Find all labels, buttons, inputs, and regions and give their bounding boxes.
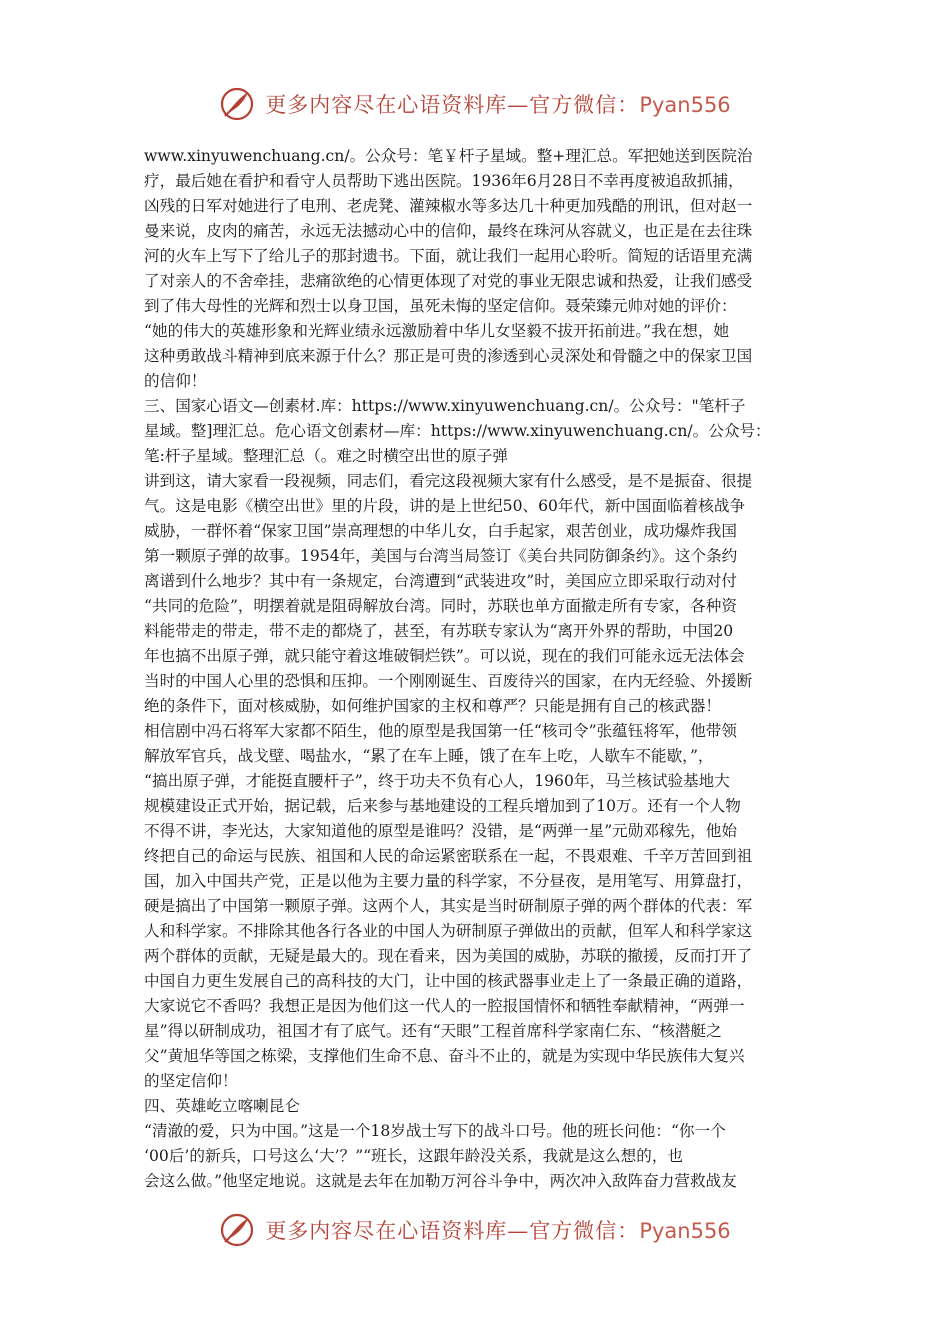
text-line: 河的火车上写下了给儿子的那封遗书。下面，就让我们一起用心聆听。简短的话语里充满 [144,247,753,265]
text-line: 笔:杆子星域。整理汇总（。难之时横空出世的原子弹 [144,447,508,465]
text-line: 曼来说，皮肉的痛苦，永远无法撼动心中的信仰，最终在珠河从容就义，也正是在去往珠 [144,222,753,240]
text-line: 解放军官兵，战戈壁、喝盐水，“累了在车上睡，饿了在车上吃，人歇车不能歇，”， [144,747,714,765]
text-line: 三、国家心语文—创素材.库：https://www.xinyuwenchuang.cn/。公众号："笔杆子 [144,397,746,415]
text-line: “共同的危险”，明摆着就是阻碍解放台湾。同时，苏联也单方面撤走所有专家，各种资 [144,597,737,615]
text-line: 终把自己的命运与民族、祖国和人民的命运紧密联系在一起，不畏艰难、千辛万苦回到祖 [144,847,753,865]
text-line: 了对亲人的不舍牵挂，悲痛欲绝的心情更体现了对党的事业无限忠诚和热爱，让我们感受 [144,272,753,290]
text-line: 疗，最后她在看护和看守人员帮助下逃出医院。1936年6月28日不幸再度被追敌抓捕， [144,172,744,190]
text-line: 的坚定信仰！ [144,1072,238,1090]
footer-wechat-id: Pyan556 [639,1219,731,1243]
document-body [144,144,809,1194]
text-line: 离谱到什么地步？其中有一条规定，台湾遭到“武装进攻”时，美国应立即采取行动对付 [144,572,737,590]
text-line: 年也搞不出原子弹，就只能守着这堆破铜烂铁”。可以说，现在的我们可能永远无法体会 [144,647,745,665]
text-line: 四、英雄屹立喀喇昆仑 [144,1097,300,1115]
text-line: 讲到这，请大家看一段视频，同志们，看完这段视频大家有什么感受，是不是振奋、很提 [144,472,753,490]
text-line: 凶残的日军对她进行了电刑、老虎凳、灌辣椒水等多达几十种更加残酷的刑讯，但对赵一 [144,197,753,215]
text-line: 相信剧中冯石将军大家都不陌生，他的原型是我国第一任“核司令”张蕴钰将军，他带领 [144,722,737,740]
header-wechat-id: Pyan556 [639,93,731,117]
text-line: 规模建设正式开始，据记载，后来参与基地建设的工程兵增加到了10万。还有一个人物 [144,797,741,815]
text-line: 会这么做。”他坚定地说。这就是去年在加勒万河谷斗争中，两次冲入敌阵奋力营救战友 [144,1172,737,1190]
text-line: 父”黄旭华等国之栋梁，支撑他们生命不息、奋斗不止的，就是为实现中华民族伟大复兴 [144,1047,745,1065]
text-line: 国，加入中国共产党，正是以他为主要力量的科学家，不分昼夜，是用笔写、用算盘打， [144,872,753,890]
text-line: 料能带走的带走，带不走的都烧了，甚至，有苏联专家认为“离开外界的帮助，中国20 [144,622,734,640]
text-line: 第一颗原子弹的故事。1954年，美国与台湾当局签订《美台共同防御条约》。这个条约 [144,547,738,565]
text-line: 威胁，一群怀着“保家卫国”崇高理想的中华儿女，白手起家，艰苦创业，成功爆炸我国 [144,522,737,540]
text-line: 人和科学家。不排除其他各行各业的中国人为研制原子弹做出的贡献，但军人和科学家这 [144,922,753,940]
quill-logo-icon [219,86,255,122]
text-line: ‘00后’的新兵，口号这么‘大’？”“班长，这跟年龄没关系，我就是这么想的，也 [144,1147,684,1165]
header-watermark-banner [0,82,950,126]
text-line: 气。这是电影《横空出世》里的片段，讲的是上世纪50、60年代，新中国面临着核战争 [144,497,746,515]
text-line: 这种勇敢战斗精神到底来源于什么？那正是可贵的渗透到心灵深处和骨髓之中的保家卫国 [144,347,753,365]
text-line: 不得不讲，李光达，大家知道他的原型是谁吗？没错，是“两弹一星”元勋邓稼先，他始 [144,822,737,840]
text-line: “她的伟大的英雄形象和光辉业绩永远激励着中华儿女坚毅不拔开拓前进。”我在想，她 [144,322,730,340]
text-line: 星域。整]理汇总。危心语文创素材—库：https://www.xinyuwenchuang.cn/。公众号： [144,422,771,440]
text-line: 的信仰！ [144,372,207,390]
text-line: 星”得以研制成功，祖国才有了底气。还有“天眼”工程首席科学家南仁东、“核潜艇之 [144,1022,722,1040]
text-line: “搞出原子弹，才能挺直腰杆子”，终于功夫不负有心人，1960年，马兰核试验基地大 [144,772,730,790]
text-line: 两个群体的贡献，无疑是最大的。现在看来，因为美国的威胁，苏联的撤援，反而打开了 [144,947,753,965]
text-line: “清澈的爱，只为中国。”这是一个18岁战士写下的战斗口号。他的班长问他：“你一个 [144,1122,726,1140]
text-line: 中国自力更生发展自己的高科技的大门，让中国的核武器事业走上了一条最正确的道路， [144,972,753,990]
footer-brand-text: 更多内容尽在心语资料库—官方微信：Pyan556 [265,1219,731,1243]
header-brand-text: 更多内容尽在心语资料库—官方微信：Pyan556 [265,93,731,117]
text-line: 绝的条件下，面对核威胁，如何维护国家的主权和尊严？只能是拥有自己的核武器！ [144,697,721,715]
text-line: 硬是搞出了中国第一颗原子弹。这两个人，其实是当时研制原子弹的两个群体的代表：军 [144,897,753,915]
text-line: 大家说它不香吗？我想正是因为他们这一代人的一腔报国情怀和牺牲奉献精神，“两弹一 [144,997,745,1015]
footer-watermark-banner [0,1208,950,1252]
text-line: www.xinyuwenchuang.cn/。公众号：笔￥杆子星域。整+理汇总。军把她送到医院治 [144,147,753,165]
text-line: 当时的中国人心里的恐惧和压抑。一个刚刚诞生、百废待兴的国家，在内无经验、外援断 [144,672,753,690]
quill-logo-icon [219,1212,255,1248]
text-line: 到了伟大母性的光辉和烈士以身卫国，虽死未悔的坚定信仰。聂荣臻元帅对她的评价： [144,297,737,315]
